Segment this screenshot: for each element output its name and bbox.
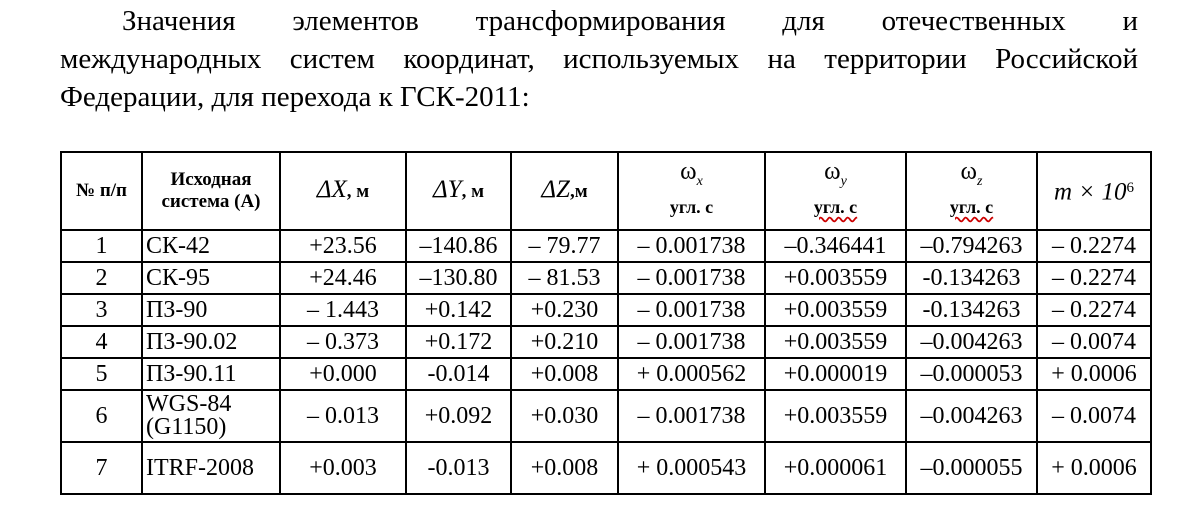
cell-dy: +0.092 [406,390,511,442]
header-wz-unit: угл. с [949,197,994,217]
header-dy [406,152,511,230]
cell-system: ПЗ-90.02 [142,326,280,358]
table-row [61,358,1151,390]
cell-dx: +24.46 [280,262,406,294]
table-row [61,326,1151,358]
cell-num: 4 [61,326,142,358]
header-dz-symbol: ΔZ [541,176,570,203]
header-system [142,152,280,230]
header-dx-unit: , м [346,181,370,202]
header-m [1037,152,1151,230]
cell-dx: +0.000 [280,358,406,390]
cell-num: 7 [61,442,142,494]
cell-system: ПЗ-90.11 [142,358,280,390]
table-row [61,390,1151,442]
cell-dz: +0.230 [511,294,618,326]
cell-dy: +0.142 [406,294,511,326]
cell-dx: – 0.013 [280,390,406,442]
cell-m: + 0.0006 [1037,358,1151,390]
header-m-exp: 6 [1126,179,1134,196]
cell-dx: – 0.373 [280,326,406,358]
cell-dz: – 81.53 [511,262,618,294]
cell-m: – 0.2274 [1037,294,1151,326]
intro-line-3: Федерации, для перехода к ГСК-2011: [60,81,530,113]
cell-wy: –0.346441 [765,230,906,262]
intro-line-2: международных систем координат, используемых на территории Российской [60,43,1138,75]
header-wz [906,152,1037,230]
cell-wz: -0.134263 [906,294,1037,326]
header-wz-symbol: ω [960,158,977,185]
cell-wx: + 0.000562 [618,358,765,390]
cell-wz: –0.004263 [906,326,1037,358]
table-row [61,442,1151,494]
cell-wy: +0.003559 [765,326,906,358]
cell-wx: – 0.001738 [618,326,765,358]
cell-wx: + 0.000543 [618,442,765,494]
table-row [61,262,1151,294]
cell-dz: +0.030 [511,390,618,442]
transformation-table [60,151,1152,495]
cell-wy: +0.003559 [765,390,906,442]
cell-m: – 0.0074 [1037,326,1151,358]
cell-wz: –0.000055 [906,442,1037,494]
cell-wz: –0.794263 [906,230,1037,262]
cell-dx: +0.003 [280,442,406,494]
cell-num: 3 [61,294,142,326]
cell-system: ITRF-2008 [142,442,280,494]
header-dz-unit: ,м [569,181,588,202]
header-dx [280,152,406,230]
intro-line-1: Значения элементов трансформирования для отечественных и [122,5,1138,37]
cell-system: СК-42 [142,230,280,262]
header-wz-sub: z [977,174,983,189]
header-wx [618,152,765,230]
cell-dz: +0.210 [511,326,618,358]
cell-system: WGS-84 (G1150) [142,390,280,442]
table-row [61,294,1151,326]
header-wy [765,152,906,230]
header-system-line1: Исходная [170,169,252,190]
cell-dy: -0.013 [406,442,511,494]
cell-dx: – 1.443 [280,294,406,326]
header-wy-sub: y [840,174,847,189]
cell-dy: +0.172 [406,326,511,358]
header-dz [511,152,618,230]
cell-wy: +0.003559 [765,294,906,326]
cell-dz: +0.008 [511,442,618,494]
header-dy-symbol: ΔY [432,176,462,203]
cell-system: ПЗ-90 [142,294,280,326]
cell-dy: –140.86 [406,230,511,262]
header-system-line2: система (А) [161,191,261,212]
header-wx-unit: угл. с [669,197,714,217]
cell-wz: –0.000053 [906,358,1037,390]
cell-dz: – 79.77 [511,230,618,262]
cell-num: 1 [61,230,142,262]
cell-dy: -0.014 [406,358,511,390]
cell-wy: +0.000019 [765,358,906,390]
table-header-row [61,152,1151,230]
header-wx-symbol: ω [680,158,697,185]
table-row [61,230,1151,262]
cell-wx: – 0.001738 [618,230,765,262]
cell-wy: +0.003559 [765,262,906,294]
header-num: № п/п [61,152,142,230]
cell-dx: +23.56 [280,230,406,262]
cell-wx: – 0.001738 [618,262,765,294]
cell-wx: – 0.001738 [618,390,765,442]
cell-wx: – 0.001738 [618,294,765,326]
cell-dy: –130.80 [406,262,511,294]
header-wy-symbol: ω [824,158,841,185]
header-wx-sub: x [696,174,703,189]
header-m-label: m × 10 [1054,178,1127,206]
cell-m: – 0.2274 [1037,230,1151,262]
header-wy-unit: угл. с [813,197,858,217]
cell-num: 6 [61,390,142,442]
cell-wy: +0.000061 [765,442,906,494]
cell-dz: +0.008 [511,358,618,390]
cell-m: – 0.0074 [1037,390,1151,442]
header-dx-symbol: ΔX [316,176,347,203]
intro-paragraph [60,2,1138,116]
cell-num: 2 [61,262,142,294]
cell-wz: –0.004263 [906,390,1037,442]
cell-system: СК-95 [142,262,280,294]
cell-m: + 0.0006 [1037,442,1151,494]
cell-num: 5 [61,358,142,390]
cell-m: – 0.2274 [1037,262,1151,294]
cell-wz: -0.134263 [906,262,1037,294]
header-dy-unit: , м [461,181,485,202]
